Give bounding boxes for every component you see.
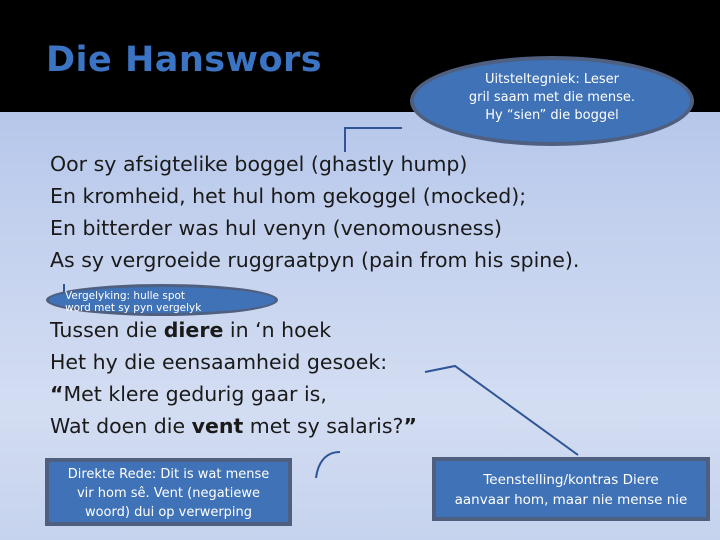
connector-right (425, 366, 578, 455)
callout-left-line: vir hom sê. Vent (negatiewe (76, 486, 261, 501)
poem-segment: Tussen die (50, 318, 164, 342)
callout-top-line: gril saam met die mense. (468, 90, 636, 105)
poem-segment: diere (163, 318, 224, 342)
callout-top-line: Hy “sien” die boggel (485, 108, 619, 123)
callout-top-oval (410, 56, 694, 146)
connector-left (316, 452, 340, 478)
poem-line (50, 212, 579, 244)
poem-line (50, 314, 417, 346)
callout-mid-oval (46, 284, 278, 316)
poem-segment: met sy salaris? (243, 414, 404, 438)
poem-segment: Met klere gedurig gaar is, (63, 382, 327, 406)
poem-segment: vent (191, 414, 244, 438)
poem-segment: En kromheid, het hul hom gekoggel (mocked); (50, 184, 527, 208)
poem-segment: En bitterder was hul venyn (venomousness) (50, 216, 503, 240)
poem-segment: Wat doen die (50, 414, 192, 438)
poem-line (50, 346, 417, 378)
slide-title: Die Hanswors (46, 40, 323, 80)
poem-line (50, 410, 417, 442)
poem-line (50, 378, 417, 410)
poem-segment: Het hy die eensaamheid gesoek: (50, 350, 388, 374)
callout-left-line: woord) dui op verwerping (84, 505, 253, 520)
callout-top-line: Uitsteltegniek: Leser (484, 72, 620, 87)
poem-line (50, 180, 579, 212)
poem-line (50, 244, 579, 276)
poem-line (50, 148, 579, 180)
poem-segment: Oor sy afsigtelike boggel (ghastly hump) (50, 152, 468, 176)
stanza-1 (50, 148, 579, 276)
poem-segment: “ (50, 382, 64, 406)
callout-mid-line: word met sy pyn vergelyk (65, 302, 202, 314)
stanza-2 (50, 314, 417, 442)
poem-segment: in ‘n hoek (223, 318, 332, 342)
callout-right-line: Teenstelling/kontras Diere (483, 472, 659, 488)
poem-segment: ” (403, 414, 417, 438)
poem-segment: As sy vergroeide ruggraatpyn (pain from his spine). (50, 248, 580, 272)
callout-mid-line: Vergelyking: hulle spot (65, 290, 186, 302)
callout-right-box (432, 457, 710, 521)
callout-left-box (45, 458, 292, 526)
callout-left-line: Direkte Rede: Dit is wat mense (67, 467, 270, 482)
callout-right-line: aanvaar hom, maar nie mense nie (454, 492, 688, 508)
